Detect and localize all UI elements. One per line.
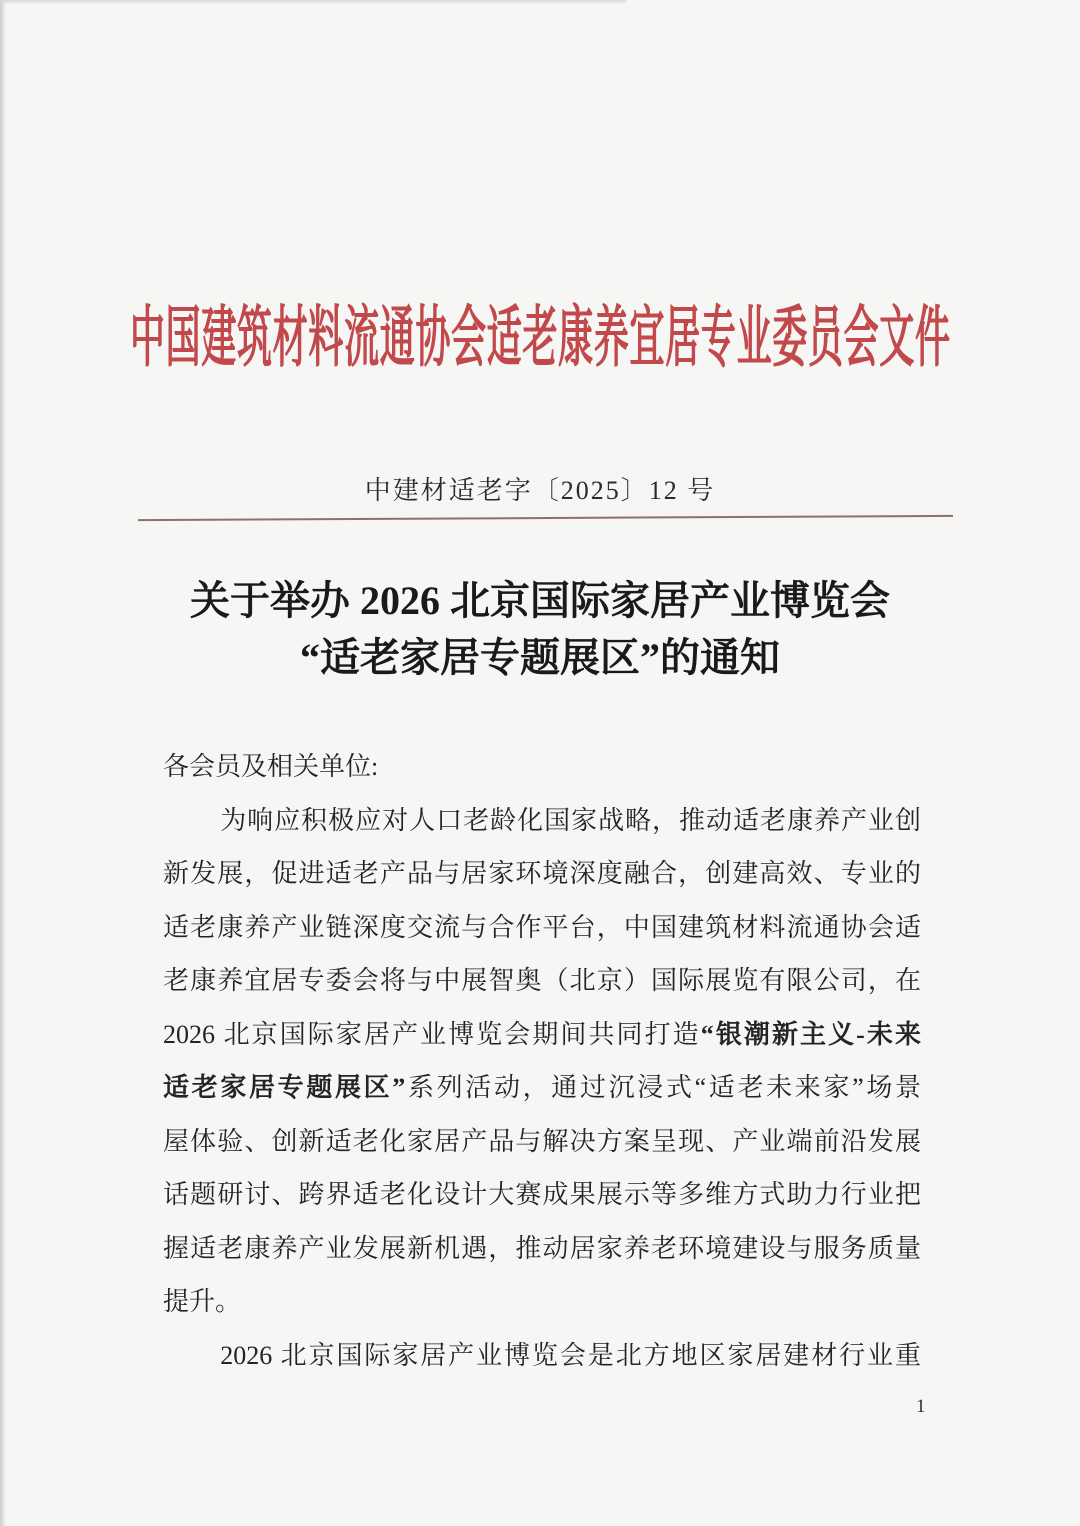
- body-line: [163, 1061, 921, 1115]
- scan-edge-top: [0, 0, 626, 4]
- text-segment: 握适老康养产业发展新机遇，推动居家养老环境建设与服务质量: [163, 1233, 921, 1263]
- text-segment: 话题研讨、跨界适老化设计大赛成果展示等多维方式助力行业把: [163, 1180, 921, 1209]
- scan-edge-left: [0, 0, 6, 1526]
- document-title-line1: 关于举办 2026 北京国际家居产业博览会: [190, 578, 890, 623]
- document-number: 中建材适老字〔2025〕12 号: [364, 476, 716, 505]
- page-number: 1: [916, 1396, 926, 1417]
- body-block: [163, 740, 921, 1382]
- text-segment: 适老康养产业链深度交流与合作平台，中国建筑材料流通协会适: [163, 912, 921, 942]
- body-line: [163, 794, 921, 848]
- body-line: [163, 901, 921, 955]
- body-line: [163, 1008, 921, 1062]
- bold-text-segment: “银潮新主义-未来: [700, 1019, 921, 1049]
- body-line: [163, 1115, 921, 1169]
- body-line: [163, 1329, 921, 1383]
- body-lines: [163, 794, 921, 1383]
- text-segment: 提升。: [163, 1287, 242, 1316]
- text-segment: 屋体验、创新适老化家居产品与解决方案呈现、产业端前沿发展: [163, 1126, 921, 1156]
- document-title: [0, 572, 1080, 686]
- text-segment: 老康养宜居专委会将与中展智奥（北京）国际展览有限公司，在: [163, 966, 921, 995]
- text-segment: 2026 北京国际家居产业博览会期间共同打造: [163, 1019, 701, 1049]
- text-segment: 系列活动，通过沉浸式“适老未来家”场景: [405, 1073, 921, 1102]
- text-segment: 为响应积极应对人口老龄化国家战略，推动适老康养产业创: [220, 805, 921, 835]
- document-title-line2: “适老家居专题展区”的通知: [300, 635, 780, 680]
- red-header-title: 中国建筑材料流通协会适老康养宜居专业委员会文件: [130, 301, 950, 376]
- divider-line: [138, 515, 953, 521]
- text-segment: 2026 北京国际家居产业博览会是北方地区家居建材行业重: [220, 1340, 921, 1370]
- text-segment: 新发展，促进适老产品与居家环境深度融合，创建高效、专业的: [163, 859, 921, 888]
- salutation: 各会员及相关单位:: [163, 752, 379, 781]
- bold-text-segment: 适老家居专题展区”: [163, 1073, 406, 1102]
- body-line: [163, 1275, 921, 1329]
- body-line: [163, 1222, 921, 1276]
- body-line: [163, 1168, 921, 1222]
- body-line: [163, 847, 921, 901]
- body-line: [163, 954, 921, 1008]
